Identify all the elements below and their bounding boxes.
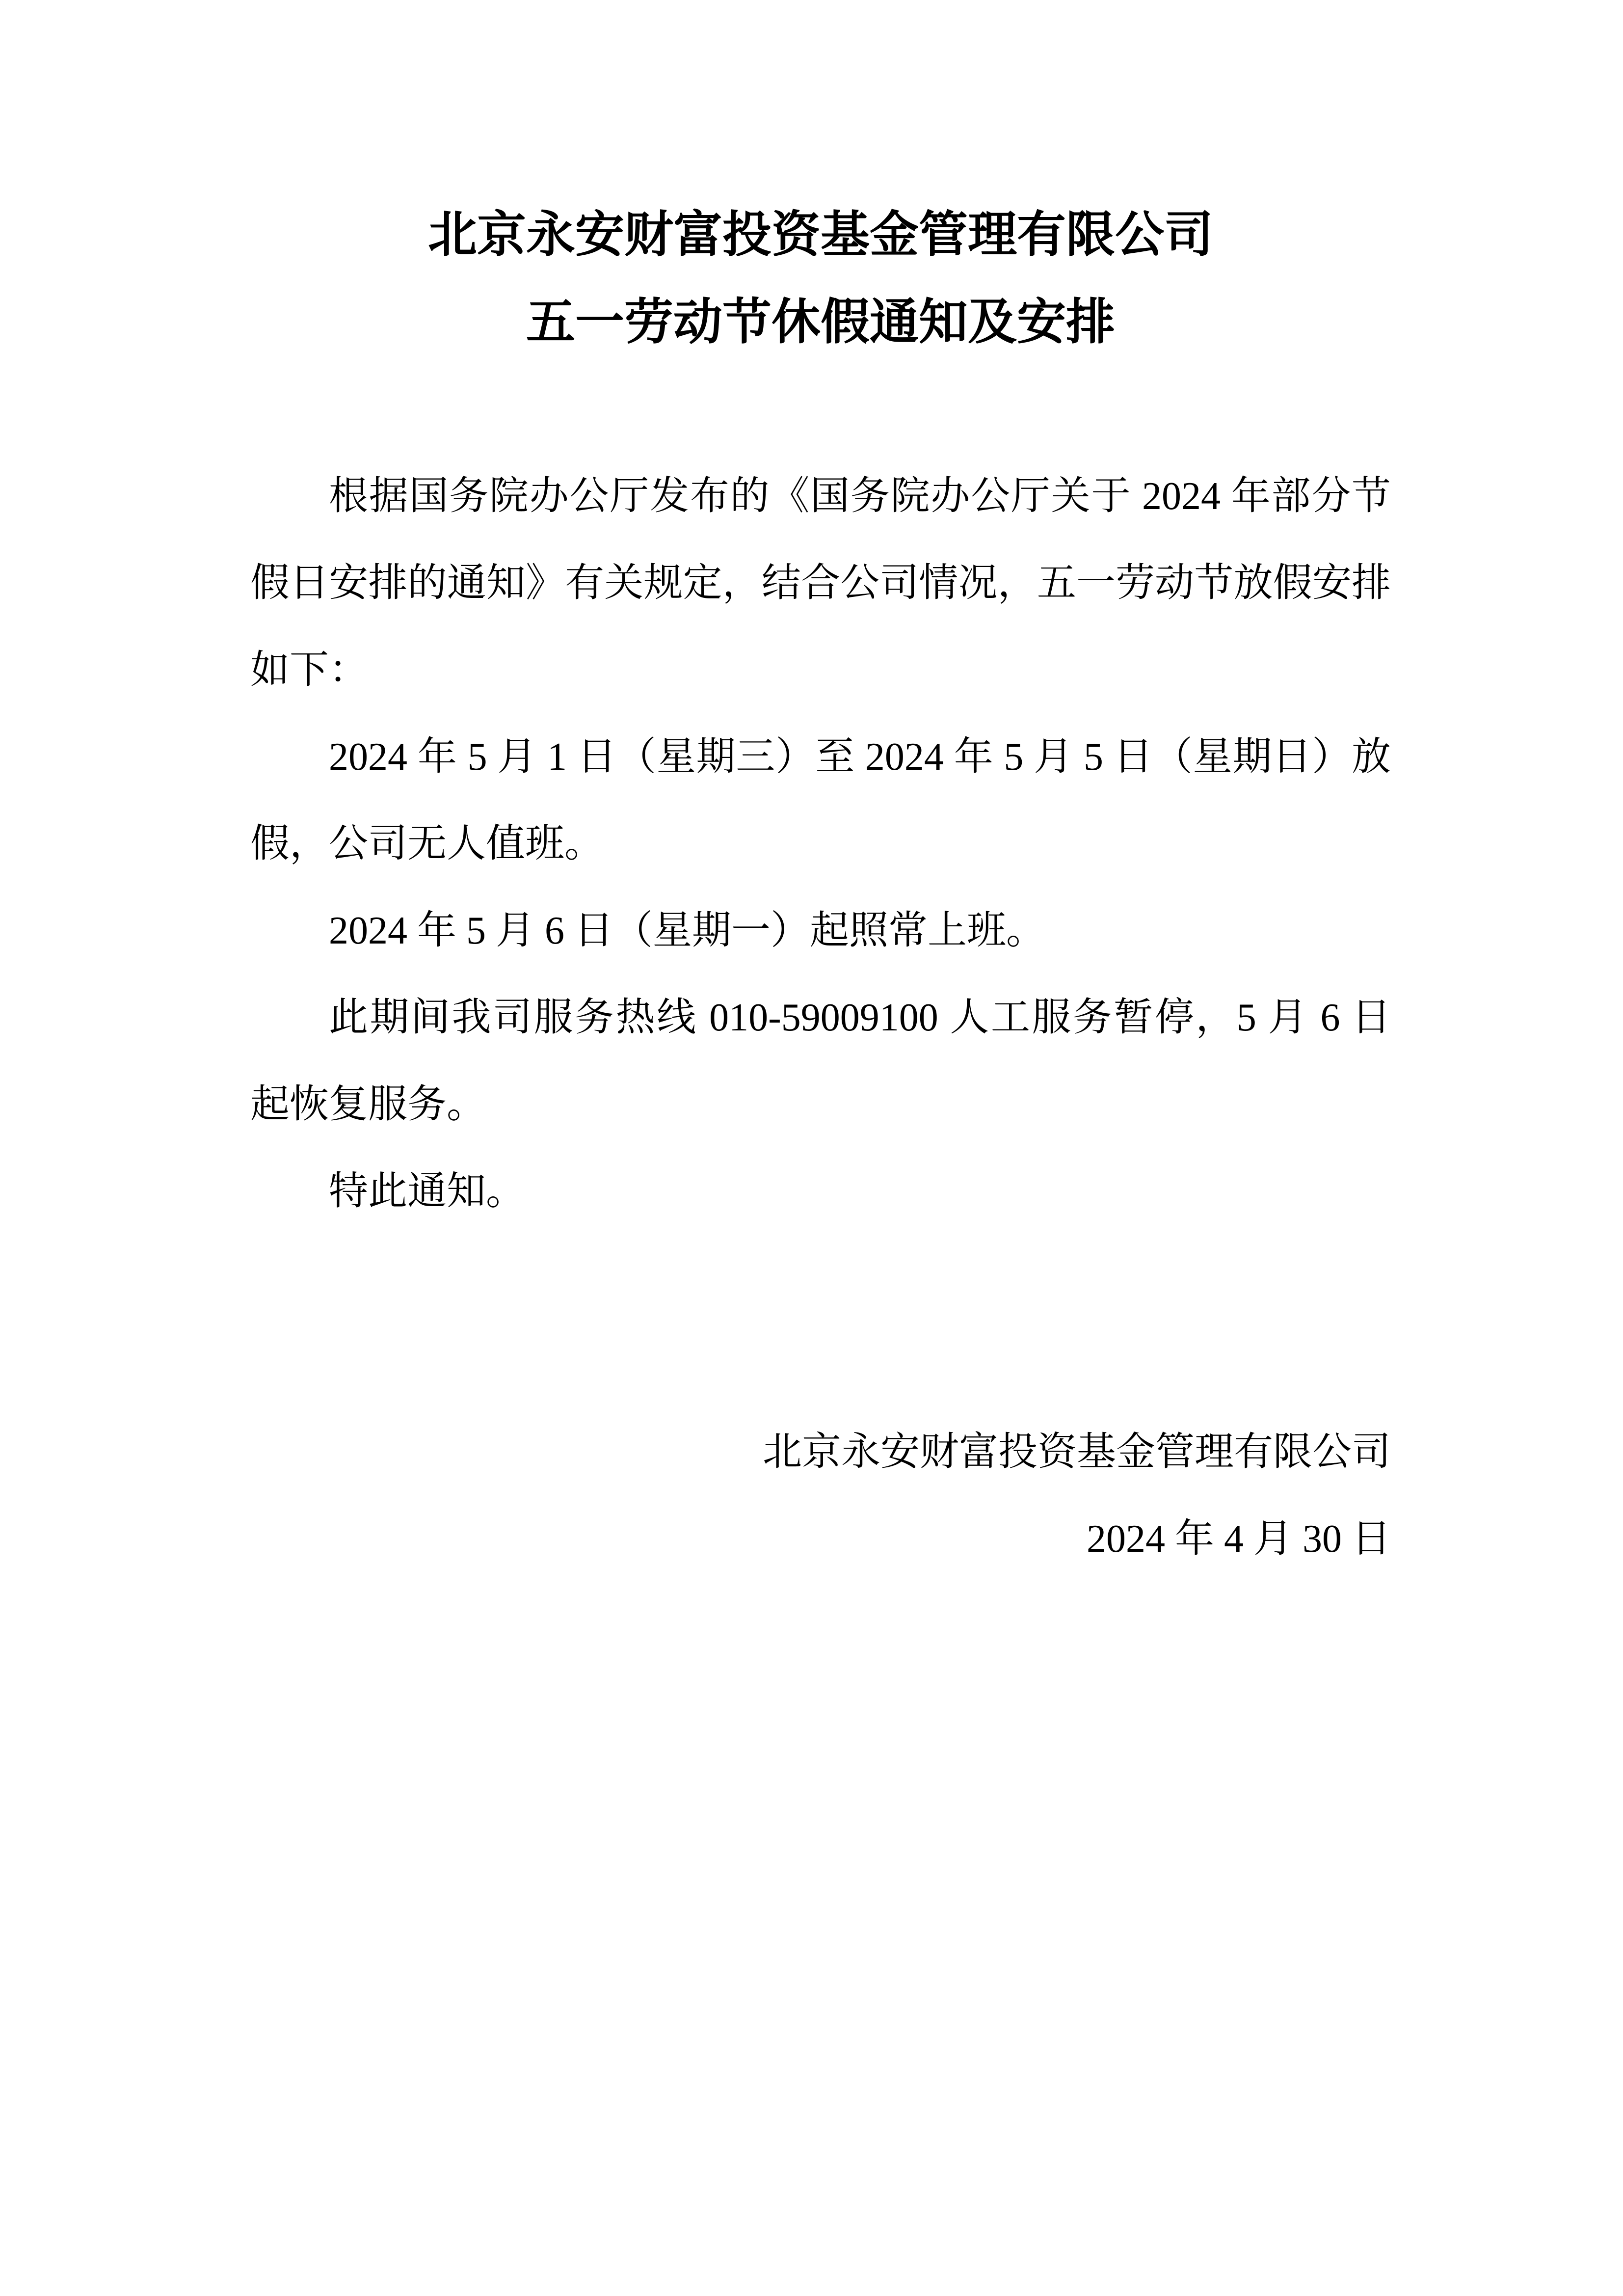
paragraph-regulation-basis: 根据国务院办公厅发布的《国务院办公厅关于 2024 年部分节假日安排的通知》有关规定，结合公司情况，五一劳动节放假安排如下： xyxy=(250,475,1391,692)
paragraph-hotline-notice: 此期间我司服务热线 010-59009100 人工服务暂停，5 月 6 日起恢复服务。 xyxy=(250,996,1391,1126)
company-title: 北京永安财富投资基金管理有限公司 xyxy=(428,208,1213,262)
paragraph-closing: 特此通知。 xyxy=(329,1170,525,1213)
title-body-gap xyxy=(250,366,1391,453)
notice-body xyxy=(250,453,1391,1235)
paragraph-holiday-dates: 2024 年 5 月 1 日（星期三）至 2024 年 5 月 5 日（星期日）放假，公司无人值班。 xyxy=(250,735,1391,865)
signature-block xyxy=(250,1409,1391,1583)
signature-company: 北京永安财富投资基金管理有限公司 xyxy=(763,1431,1391,1474)
paragraph-return-to-work: 2024 年 5 月 6 日（星期一）起照常上班。 xyxy=(329,909,1045,952)
signature-date: 2024 年 4 月 30 日 xyxy=(1087,1517,1391,1561)
notice-subtitle: 五一劳动节休假通知及安排 xyxy=(526,295,1115,350)
